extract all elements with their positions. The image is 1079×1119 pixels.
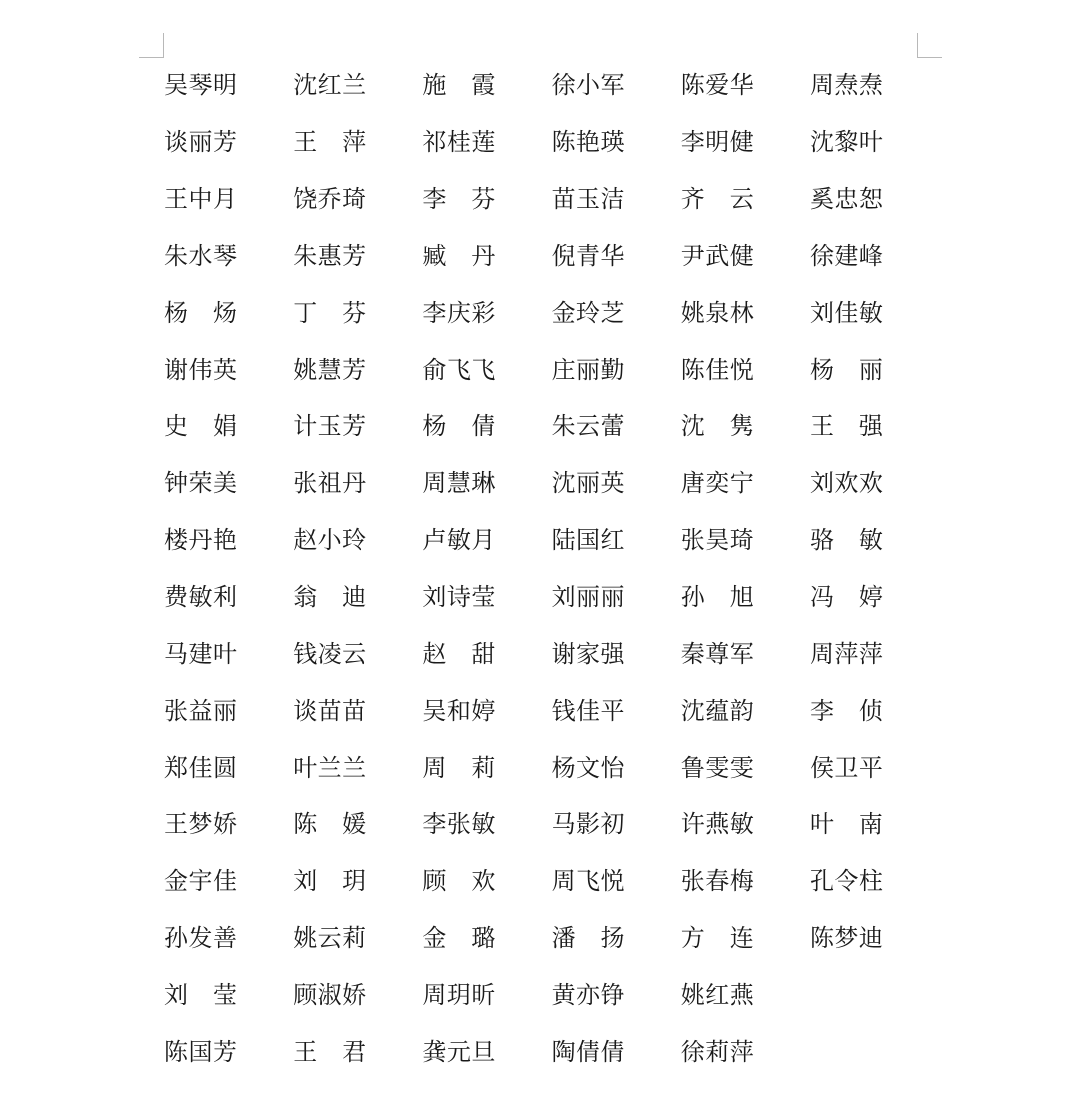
name-entry: 吴和婷 <box>422 696 496 725</box>
name-entry: 冯 婷 <box>809 583 884 612</box>
name-entry: 赵小玲 <box>293 526 367 555</box>
name-entry: 谢伟英 <box>164 355 238 384</box>
name-entry: 龚元旦 <box>422 1037 496 1066</box>
name-entry: 周 莉 <box>422 753 496 782</box>
name-entry: 刘 莹 <box>164 980 238 1009</box>
name-entry: 祁桂莲 <box>422 128 496 157</box>
name-entry: 朱惠芳 <box>293 241 367 270</box>
name-entry: 陈国芳 <box>164 1037 238 1066</box>
name-entry: 朱云蕾 <box>551 412 626 441</box>
name-entry: 周玥昕 <box>422 980 496 1009</box>
name-entry: 周焘焘 <box>809 71 884 100</box>
name-entry: 张春梅 <box>680 867 755 896</box>
name-entry: 沈黎叶 <box>809 128 884 157</box>
name-entry: 李 侦 <box>809 696 884 725</box>
top-right-margin-mark <box>917 33 942 58</box>
name-entry: 沈蕴韵 <box>680 696 755 725</box>
name-entry: 谈丽芳 <box>164 128 238 157</box>
name-entry: 侯卫平 <box>809 753 884 782</box>
name-entry: 李张敏 <box>422 810 496 839</box>
name-entry: 谈苗苗 <box>293 696 367 725</box>
name-entry: 翁 迪 <box>293 583 367 612</box>
name-entry: 陈爱华 <box>680 71 755 100</box>
name-entry: 顾淑娇 <box>293 980 367 1009</box>
name-entry <box>810 1023 939 1080</box>
name-entry: 黄亦铮 <box>551 980 626 1009</box>
names-list <box>164 57 939 1080</box>
name-entry: 李明健 <box>680 128 755 157</box>
name-entry: 张祖丹 <box>293 469 367 498</box>
name-entry: 张益丽 <box>164 696 238 725</box>
name-entry: 刘 玥 <box>293 867 367 896</box>
name-entry: 马建叶 <box>164 639 238 668</box>
name-entry: 马影初 <box>551 810 626 839</box>
name-entry: 奚忠恕 <box>809 185 884 214</box>
name-entry: 方 连 <box>680 924 755 953</box>
name-entry: 刘诗莹 <box>422 583 496 612</box>
name-entry: 王中月 <box>164 185 238 214</box>
name-entry: 徐小军 <box>551 71 626 100</box>
name-entry: 姚泉林 <box>680 298 755 327</box>
name-entry: 周萍萍 <box>809 639 884 668</box>
name-entry: 徐建峰 <box>809 241 884 270</box>
name-entry: 钱凌云 <box>293 639 367 668</box>
name-entry: 计玉芳 <box>293 412 367 441</box>
name-entry: 陆国红 <box>551 526 626 555</box>
name-entry: 丁 芬 <box>293 298 367 327</box>
name-entry: 沈丽英 <box>551 469 626 498</box>
name-entry: 朱水琴 <box>164 241 238 270</box>
name-entry: 刘丽丽 <box>551 583 626 612</box>
name-entry: 顾 欢 <box>422 867 496 896</box>
name-entry: 俞飞飞 <box>422 355 496 384</box>
name-entry: 张昊琦 <box>680 526 755 555</box>
name-entry: 倪青华 <box>551 241 626 270</box>
name-entry: 楼丹艳 <box>164 526 238 555</box>
name-entry: 陈佳悦 <box>680 355 755 384</box>
name-entry: 叶 南 <box>809 810 884 839</box>
name-entry: 郑佳圆 <box>164 753 238 782</box>
name-entry: 史 娟 <box>164 412 238 441</box>
name-entry: 姚慧芳 <box>293 355 367 384</box>
name-entry: 施 霞 <box>422 71 496 100</box>
name-entry: 谢家强 <box>551 639 626 668</box>
name-entry: 陶倩倩 <box>551 1037 626 1066</box>
name-entry: 钱佳平 <box>551 696 626 725</box>
name-entry: 王 萍 <box>293 128 367 157</box>
name-entry: 钟荣美 <box>164 469 238 498</box>
name-entry: 沈红兰 <box>293 71 367 100</box>
name-entry: 徐莉萍 <box>680 1037 755 1066</box>
name-entry: 陈梦迪 <box>809 924 884 953</box>
name-entry: 孙 旭 <box>680 583 755 612</box>
name-entry: 赵 甜 <box>422 639 496 668</box>
name-entry: 姚云莉 <box>293 924 367 953</box>
name-entry: 齐 云 <box>680 185 755 214</box>
name-entry: 杨 炀 <box>164 298 238 327</box>
name-entry: 周飞悦 <box>551 867 626 896</box>
name-entry: 李庆彩 <box>422 298 496 327</box>
name-entry: 鲁雯雯 <box>680 753 755 782</box>
name-entry: 陈 媛 <box>293 810 367 839</box>
name-entry: 卢敏月 <box>422 526 496 555</box>
name-entry: 饶乔琦 <box>293 185 367 214</box>
name-entry: 孔令柱 <box>809 867 884 896</box>
name-entry: 潘 扬 <box>551 924 626 953</box>
name-entry: 金宇佳 <box>164 867 238 896</box>
name-entry: 杨 倩 <box>422 412 496 441</box>
name-entry: 苗玉洁 <box>551 185 626 214</box>
name-entry: 沈 隽 <box>680 412 755 441</box>
name-entry: 唐奕宁 <box>680 469 755 498</box>
name-entry: 陈艳瑛 <box>551 128 626 157</box>
name-entry: 王梦娇 <box>164 810 238 839</box>
name-entry: 刘佳敏 <box>809 298 884 327</box>
name-entry: 叶兰兰 <box>293 753 367 782</box>
name-entry: 杨 丽 <box>809 355 884 384</box>
name-entry: 孙发善 <box>164 924 238 953</box>
top-left-margin-mark <box>139 33 164 58</box>
name-entry: 姚红燕 <box>680 980 755 1009</box>
name-entry: 费敏利 <box>164 583 238 612</box>
name-entry: 李 芬 <box>422 185 496 214</box>
name-entry: 刘欢欢 <box>809 469 884 498</box>
name-entry: 骆 敏 <box>809 526 884 555</box>
name-entry: 杨文怡 <box>551 753 626 782</box>
name-entry: 臧 丹 <box>422 241 496 270</box>
name-entry: 许燕敏 <box>680 810 755 839</box>
name-entry: 金玲芝 <box>551 298 626 327</box>
name-entry: 秦尊军 <box>680 639 755 668</box>
name-entry: 吴琴明 <box>164 71 238 100</box>
name-entry: 周慧琳 <box>422 469 496 498</box>
name-entry: 王 君 <box>293 1037 367 1066</box>
name-entry: 金 璐 <box>422 924 496 953</box>
name-entry: 庄丽勤 <box>551 355 626 384</box>
name-entry: 尹武健 <box>680 241 755 270</box>
name-entry: 王 强 <box>809 412 884 441</box>
name-entry <box>810 967 939 1024</box>
